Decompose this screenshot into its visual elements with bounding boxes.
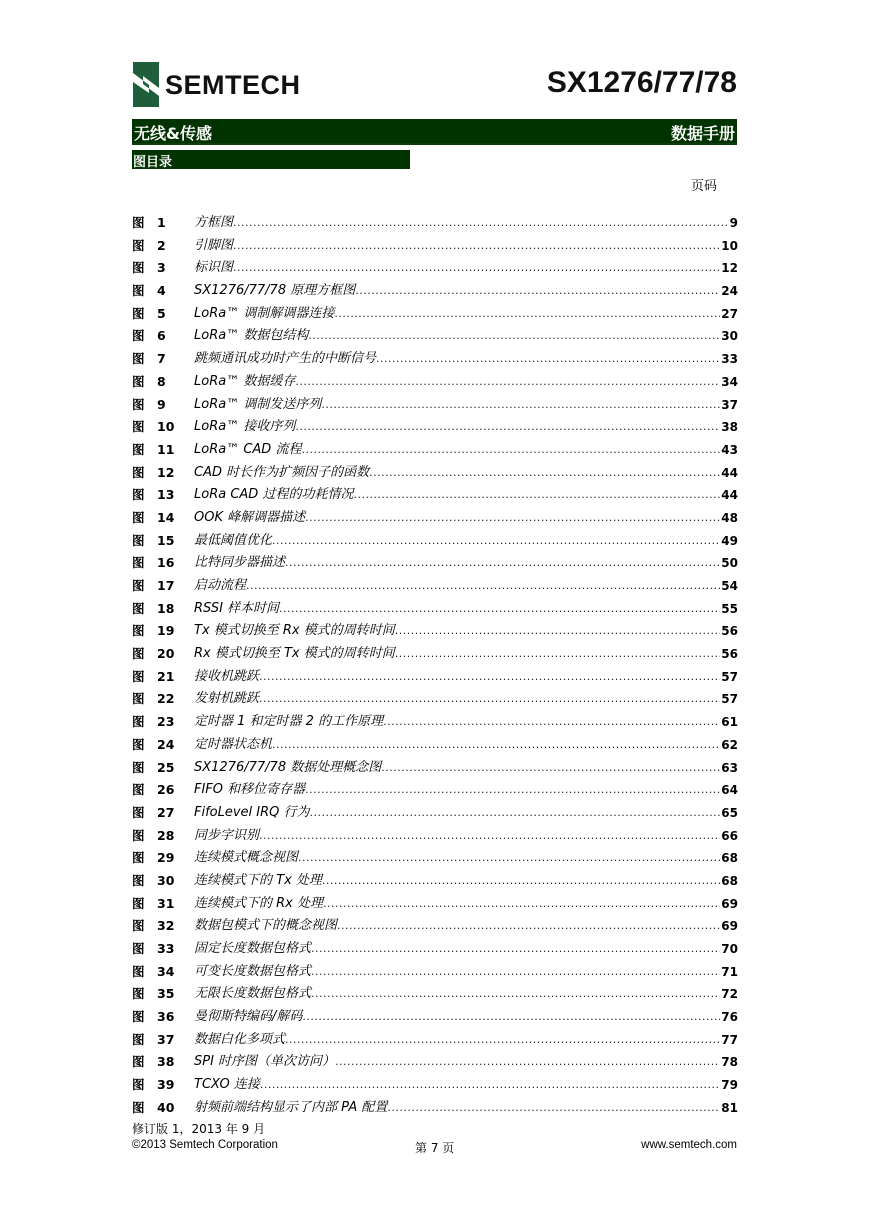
toc-entry-number: 17 [157, 578, 175, 593]
toc-entry-page: 33 [721, 352, 738, 367]
toc-entry-label: 图 [132, 623, 145, 639]
toc-leader-dots [310, 802, 721, 825]
toc-entry-title[interactable]: 曼彻斯特编码/解码 [194, 1009, 303, 1025]
toc-entry-label: 图 [132, 1054, 145, 1070]
toc-entry-page: 10 [721, 238, 738, 253]
toc-entry-label: 图 [132, 532, 145, 548]
toc-entry-body [194, 598, 738, 621]
section-header-bar [132, 119, 737, 145]
toc-entry-page: 64 [721, 783, 738, 798]
toc-entry-page: 57 [721, 669, 738, 684]
toc-leader-dots [285, 1029, 720, 1052]
toc-entry-page: 27 [721, 306, 738, 321]
toc-entry-body [194, 325, 738, 348]
toc-entry[interactable] [132, 371, 738, 394]
toc-entry-page: 81 [721, 1100, 738, 1115]
toc-entry-label: 图 [132, 895, 145, 911]
toc-entry-label: 图 [132, 419, 145, 435]
toc-entry-body [194, 893, 738, 916]
toc-leader-dots [279, 598, 720, 621]
toc-entry-body [194, 938, 738, 961]
toc-entry-title[interactable]: 连续模式下的 Rx 处理 [194, 895, 323, 911]
toc-entry-label: 图 [132, 872, 145, 888]
toc-entry-title[interactable]: LoRa™ 调制解调器连接 [194, 305, 335, 321]
toc-entry-label: 图 [132, 736, 145, 752]
toc-entry-body [194, 394, 738, 417]
toc-entry-page: 49 [721, 533, 738, 548]
toc-entry-title[interactable]: 连续模式概念视图 [194, 850, 299, 866]
toc-entry-body [194, 1029, 738, 1052]
toc-entry[interactable] [132, 530, 738, 553]
toc-entry-title[interactable]: LoRa™ CAD 流程 [194, 441, 302, 457]
toc-entry-label: 图 [132, 782, 145, 798]
toc-entry-number: 1 [157, 215, 166, 230]
toc-entry-title[interactable]: LoRa CAD 过程的功耗情况 [194, 487, 354, 503]
toc-entry-body [194, 1097, 738, 1120]
figure-list [132, 212, 738, 1120]
toc-entry-label: 图 [132, 691, 145, 707]
toc-entry-page: 68 [721, 873, 738, 888]
toc-entry-label: 图 [132, 555, 145, 571]
toc-entry-body [194, 1006, 738, 1029]
toc-entry-number: 40 [157, 1099, 175, 1115]
toc-entry-title[interactable]: 连续模式下的 Tx 处理 [194, 872, 322, 888]
toc-leader-dots [337, 915, 720, 938]
toc-entry[interactable] [132, 757, 738, 780]
toc-entry-title[interactable]: 可变长度数据包格式 [194, 963, 312, 979]
toc-entry-number: 14 [157, 509, 175, 525]
toc-leader-dots [381, 757, 720, 780]
toc-entry-body [194, 620, 738, 643]
footer-page-number: 第 7 页 [415, 1141, 455, 1155]
toc-entry-body [194, 212, 738, 235]
toc-entry-title[interactable]: SX1276/77/78 数据处理概念图 [194, 759, 382, 775]
toc-entry-body [194, 416, 738, 439]
toc-entry-body [194, 847, 738, 870]
toc-leader-dots [335, 1051, 720, 1074]
toc-entry-body [194, 348, 738, 371]
toc-entry-body [194, 711, 738, 734]
semtech-logo [133, 62, 363, 108]
toc-entry-page: 77 [721, 1032, 738, 1047]
toc-leader-dots [395, 620, 721, 643]
toc-entry-body [194, 507, 738, 530]
toc-leader-dots [259, 666, 720, 689]
toc-entry-number: 22 [157, 691, 175, 707]
toc-entry-page: 62 [721, 737, 738, 752]
toc-entry-page: 38 [721, 420, 738, 435]
toc-entry[interactable] [132, 1029, 738, 1052]
toc-entry-body [194, 439, 738, 462]
toc-entry-page: 71 [721, 964, 738, 979]
toc-leader-dots [305, 507, 720, 530]
toc-entry-title[interactable]: 跳频通讯成功时产生的中断信号 [194, 351, 377, 367]
toc-entry-page: 55 [721, 601, 738, 616]
toc-entry-number: 16 [157, 555, 175, 571]
toc-entry-number: 23 [157, 714, 175, 730]
toc-leader-dots [285, 552, 720, 575]
toc-leader-dots [305, 779, 720, 802]
toc-entry-body [194, 802, 738, 825]
toc-entry-number: 32 [157, 918, 175, 934]
toc-entry-label: 图 [132, 351, 145, 367]
toc-entry[interactable] [132, 303, 738, 326]
toc-entry-title[interactable]: RSSI 样本时间 [194, 600, 280, 616]
toc-entry-title[interactable]: TCXO 连接 [194, 1077, 260, 1093]
toc-entry-body [194, 1074, 738, 1097]
toc-entry-body [194, 552, 738, 575]
toc-entry-label: 图 [132, 260, 145, 276]
toc-entry-number: 7 [157, 351, 166, 367]
toc-entry[interactable] [132, 779, 738, 802]
toc-entry-page: 56 [721, 647, 738, 662]
toc-entry-body [194, 915, 738, 938]
toc-leader-dots [259, 825, 720, 848]
toc-entry[interactable] [132, 688, 738, 711]
toc-leader-dots [323, 893, 720, 916]
toc-entry[interactable] [132, 938, 738, 961]
toc-entry-body [194, 779, 738, 802]
toc-entry-title[interactable]: 接收机跳跃 [194, 668, 260, 684]
toc-leader-dots [353, 484, 720, 507]
toc-entry-label: 图 [132, 305, 145, 321]
toc-entry-body [194, 757, 738, 780]
toc-entry-title[interactable]: CAD 时长作为扩频因子的函数 [194, 464, 370, 480]
toc-entry-number: 5 [157, 305, 166, 321]
toc-entry-page: 43 [721, 442, 738, 457]
toc-entry-title[interactable]: SX1276/77/78 原理方框图 [194, 283, 356, 299]
toc-leader-dots [311, 983, 720, 1006]
toc-entry-label: 图 [132, 963, 145, 979]
toc-entry-body [194, 643, 738, 666]
toc-entry[interactable] [132, 462, 738, 485]
toc-entry[interactable] [132, 711, 738, 734]
toc-entry-label: 图 [132, 373, 145, 389]
toc-entry-label: 图 [132, 441, 145, 457]
toc-entry-body [194, 462, 738, 485]
toc-entry-body [194, 280, 738, 303]
toc-entry-number: 20 [157, 646, 175, 662]
toc-entry[interactable] [132, 847, 738, 870]
toc-entry-title[interactable]: LoRa™ 接收序列 [194, 419, 296, 435]
toc-entry-label: 图 [132, 396, 145, 412]
toc-entry[interactable] [132, 416, 738, 439]
toc-leader-dots [308, 325, 720, 348]
toc-entry-page: 65 [721, 805, 738, 820]
toc-entry-label: 图 [132, 941, 145, 956]
toc-entry-page: 69 [721, 896, 738, 911]
toc-entry-body [194, 303, 738, 326]
toc-entry-number: 11 [157, 441, 175, 457]
toc-entry-label: 图 [132, 283, 145, 299]
toc-entry[interactable] [132, 280, 738, 303]
toc-entry-title[interactable]: 同步字识别 [194, 827, 260, 843]
toc-entry-page: 37 [721, 397, 738, 412]
section-right-label: 数据手册 [670, 124, 735, 143]
toc-entry[interactable] [132, 643, 738, 666]
toc-entry-number: 39 [157, 1077, 175, 1093]
toc-entry-number: 18 [157, 600, 175, 616]
toc-entry-label: 图 [132, 1031, 145, 1047]
toc-leader-dots [302, 1006, 720, 1029]
toc-leader-dots [383, 711, 720, 734]
document-title: SX1276/77/78 [546, 66, 737, 99]
toc-leader-dots [355, 280, 720, 303]
toc-entry-body [194, 961, 738, 984]
company-name: SEMTECH [165, 70, 301, 100]
toc-entry[interactable] [132, 1051, 738, 1074]
toc-entry-number: 24 [157, 736, 175, 752]
toc-entry-title[interactable]: 引脚图 [194, 237, 234, 253]
toc-entry[interactable] [132, 870, 738, 893]
toc-entry-body [194, 1051, 738, 1074]
toc-leader-dots [376, 348, 720, 371]
toc-entry-label: 图 [132, 1077, 145, 1093]
toc-entry-title[interactable]: FifoLevel IRQ 行为 [194, 804, 310, 820]
toc-entry-label: 图 [132, 1099, 145, 1115]
toc-entry-title[interactable]: Rx 模式切换至 Tx 模式的周转时间 [194, 646, 395, 662]
toc-entry-label: 图 [132, 668, 145, 684]
toc-entry-number: 31 [157, 895, 175, 911]
toc-entry-title[interactable]: SPI 时序图（单次访问） [194, 1054, 336, 1070]
toc-entry-title[interactable]: LoRa™ 数据包结构 [194, 328, 309, 344]
toc-entry-number: 27 [157, 804, 175, 820]
toc-entry-label: 图 [132, 759, 145, 775]
toc-entry[interactable] [132, 802, 738, 825]
toc-entry-label: 图 [132, 850, 145, 866]
toc-entry-number: 8 [157, 373, 166, 389]
toc-entry-body [194, 666, 738, 689]
semtech-s-mark-icon [133, 62, 159, 107]
toc-entry-body [194, 688, 738, 711]
toc-leader-dots [395, 643, 721, 666]
toc-heading: 图目录 [133, 155, 173, 170]
toc-entry-body [194, 530, 738, 553]
toc-entry-title[interactable]: 无限长度数据包格式 [194, 986, 312, 1002]
toc-leader-dots [260, 1074, 720, 1097]
toc-entry[interactable] [132, 1074, 738, 1097]
toc-entry-page: 78 [721, 1055, 738, 1070]
toc-entry-body [194, 257, 738, 280]
toc-entry-label: 图 [132, 646, 145, 662]
toc-entry-body [194, 870, 738, 893]
toc-entry-label: 图 [132, 509, 145, 525]
toc-entry-number: 12 [157, 464, 175, 480]
toc-entry-title[interactable]: 方框图 [194, 215, 234, 230]
toc-entry[interactable] [132, 439, 738, 462]
toc-leader-dots [311, 961, 720, 984]
toc-leader-dots [334, 303, 720, 326]
toc-entry-title[interactable]: 定时器状态机 [194, 736, 273, 752]
toc-entry-page: 56 [721, 624, 738, 639]
toc-leader-dots [233, 257, 720, 280]
toc-leader-dots [272, 734, 720, 757]
toc-entry-body [194, 983, 738, 1006]
toc-entry[interactable] [132, 620, 738, 643]
toc-entry-label: 图 [132, 827, 145, 843]
toc-entry-body [194, 371, 738, 394]
toc-entry-page: 69 [721, 919, 738, 934]
toc-entry-label: 图 [132, 714, 145, 730]
toc-leader-dots [233, 235, 720, 258]
toc-entry[interactable] [132, 598, 738, 621]
toc-entry-title[interactable]: OOK 峰解调器描述 [194, 509, 306, 525]
toc-leader-dots [272, 530, 720, 553]
toc-entry[interactable] [132, 666, 738, 689]
toc-entry-number: 33 [157, 941, 175, 956]
toc-entry-title[interactable]: Tx 模式切换至 Rx 模式的周转时间 [194, 623, 395, 639]
toc-entry-page: 54 [721, 579, 738, 593]
toc-entry-page: 79 [721, 1078, 738, 1093]
toc-entry-page: 9 [729, 216, 738, 230]
toc-entry[interactable] [132, 983, 738, 1006]
toc-entry-label: 图 [132, 328, 145, 344]
toc-entry-body [194, 235, 738, 258]
toc-entry-title[interactable]: LoRa™ 调制发送序列 [194, 396, 322, 412]
toc-entry-number: 10 [157, 419, 175, 435]
toc-leader-dots [322, 870, 720, 893]
toc-entry[interactable] [132, 734, 738, 757]
toc-entry[interactable] [132, 484, 738, 507]
toc-entry-number: 28 [157, 827, 175, 843]
page-column-label: 页码 [691, 179, 718, 194]
toc-entry-title[interactable]: 启动流程 [194, 578, 247, 593]
toc-entry[interactable] [132, 507, 738, 530]
toc-entry-number: 3 [157, 260, 166, 276]
toc-entry-label: 图 [132, 986, 145, 1002]
toc-entry[interactable] [132, 235, 738, 258]
toc-entry-number: 34 [157, 963, 175, 979]
toc-entry-label: 图 [132, 1009, 145, 1025]
toc-entry-label: 图 [132, 578, 145, 593]
toc-entry-number: 36 [157, 1009, 175, 1025]
toc-entry[interactable] [132, 1097, 738, 1120]
toc-entry-body [194, 484, 738, 507]
toc-entry-label: 图 [132, 237, 145, 253]
toc-entry-label: 图 [132, 464, 145, 480]
toc-entry-page: 61 [721, 715, 738, 730]
toc-entry-number: 29 [157, 850, 175, 866]
toc-entry-number: 9 [157, 396, 166, 412]
toc-entry-title[interactable]: 射频前端结构显示了内部 PA 配置 [194, 1099, 388, 1115]
toc-leader-dots [311, 938, 720, 961]
toc-entry[interactable] [132, 325, 738, 348]
toc-entry-number: 4 [157, 283, 166, 299]
toc-entry-page: 12 [721, 261, 738, 276]
toc-entry-page: 63 [721, 760, 738, 775]
toc-entry-number: 21 [157, 668, 175, 684]
section-left-label: 无线&传感 [134, 124, 212, 143]
toc-entry-label: 图 [132, 487, 145, 503]
toc-entry[interactable] [132, 394, 738, 417]
toc-entry-page: 50 [721, 556, 738, 571]
toc-entry[interactable] [132, 1006, 738, 1029]
toc-entry-page: 68 [721, 851, 738, 866]
toc-entry-number: 37 [157, 1031, 175, 1047]
toc-entry-title[interactable]: 比特同步器描述 [194, 555, 286, 571]
toc-entry[interactable] [132, 212, 738, 235]
toc-entry-title[interactable]: 数据白化多项式 [194, 1031, 286, 1047]
toc-entry-number: 6 [157, 328, 166, 344]
toc-heading-bar [132, 150, 410, 169]
toc-entry-page: 57 [721, 692, 738, 707]
footer-revision: 修订版 1，2013 年 9 月 [132, 1122, 266, 1136]
toc-entry-title[interactable]: 标识图 [194, 260, 234, 276]
toc-entry[interactable] [132, 257, 738, 280]
toc-entry-title[interactable]: 固定长度数据包格式 [194, 941, 312, 956]
toc-leader-dots [369, 462, 720, 485]
footer-copyright: ©2013 Semtech Corporation [132, 1139, 278, 1151]
toc-entry-page: 76 [721, 1010, 738, 1025]
toc-entry[interactable] [132, 961, 738, 984]
toc-entry-body [194, 575, 738, 598]
toc-entry-title[interactable]: FIFO 和移位寄存器 [194, 782, 306, 798]
toc-entry-page: 34 [721, 374, 738, 389]
toc-entry-label: 图 [132, 804, 145, 820]
toc-entry-label: 图 [132, 215, 145, 230]
toc-entry[interactable] [132, 552, 738, 575]
toc-entry[interactable] [132, 825, 738, 848]
toc-entry-number: 38 [157, 1054, 175, 1070]
toc-entry-page: 30 [721, 329, 738, 344]
toc-entry-label: 图 [132, 918, 145, 934]
toc-leader-dots [298, 847, 720, 870]
toc-leader-dots [321, 394, 720, 417]
toc-entry-page: 44 [721, 465, 738, 480]
toc-entry-number: 30 [157, 872, 175, 888]
toc-leader-dots [233, 212, 729, 235]
toc-entry-page: 48 [721, 510, 738, 525]
toc-entry-title[interactable]: 数据包模式下的概念视图 [194, 918, 338, 934]
toc-leader-dots [259, 688, 720, 711]
toc-entry-title[interactable]: 最低阈值优化 [194, 532, 273, 548]
toc-entry[interactable] [132, 575, 738, 598]
toc-entry-number: 25 [157, 759, 175, 775]
toc-entry[interactable] [132, 348, 738, 371]
toc-entry-number: 35 [157, 986, 175, 1002]
toc-entry-number: 15 [157, 532, 175, 548]
toc-entry-title[interactable]: 发射机跳跃 [194, 691, 260, 707]
toc-entry-body [194, 734, 738, 757]
toc-entry-body [194, 825, 738, 848]
toc-entry-number: 19 [157, 623, 175, 639]
toc-entry[interactable] [132, 893, 738, 916]
toc-leader-dots [246, 575, 720, 598]
toc-leader-dots [301, 439, 720, 462]
toc-entry-title[interactable]: 定时器 1 和定时器 2 的工作原理 [194, 714, 384, 730]
toc-entry-page: 24 [721, 284, 738, 299]
toc-entry-title[interactable]: LoRa™ 数据缓存 [194, 373, 296, 389]
toc-entry-page: 70 [721, 942, 738, 956]
toc-leader-dots [295, 371, 720, 394]
footer-website: www.semtech.com [641, 1139, 737, 1151]
toc-entry-page: 44 [721, 488, 738, 503]
toc-leader-dots [295, 416, 720, 439]
toc-entry-number: 26 [157, 782, 175, 798]
toc-entry-page: 66 [721, 828, 738, 843]
toc-entry[interactable] [132, 915, 738, 938]
toc-entry-page: 72 [721, 987, 738, 1002]
toc-entry-number: 13 [157, 487, 175, 503]
toc-entry-label: 图 [132, 600, 145, 616]
toc-leader-dots [387, 1097, 720, 1120]
toc-entry-number: 2 [157, 237, 166, 253]
